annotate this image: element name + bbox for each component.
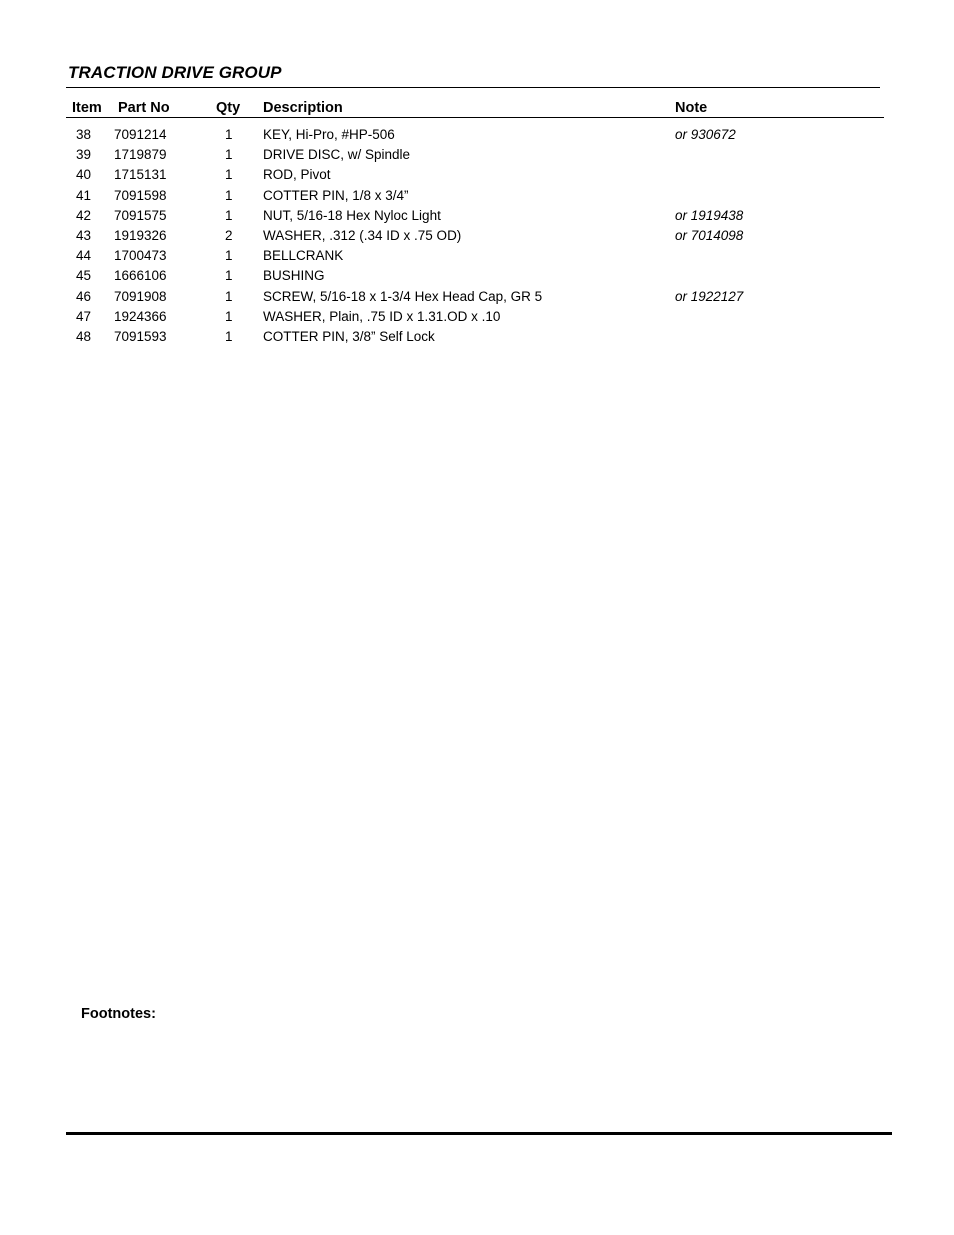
cell-item: 48 <box>76 328 92 344</box>
cell-part-no: 7091575 <box>114 207 167 223</box>
cell-qty: 2 <box>225 227 233 243</box>
cell-qty: 1 <box>225 147 233 163</box>
cell-description: BELLCRANK <box>263 248 344 264</box>
cell-qty: 1 <box>225 248 233 264</box>
cell-description: ROD, Pivot <box>263 167 331 183</box>
header-divider <box>66 117 884 118</box>
cell-qty: 1 <box>225 167 233 183</box>
cell-note: or 1919438 <box>675 207 744 223</box>
cell-part-no: 1700473 <box>114 248 167 264</box>
table-row <box>0 208 954 228</box>
cell-qty: 1 <box>225 288 233 304</box>
table-row <box>0 147 954 167</box>
cell-qty: 1 <box>225 127 233 142</box>
table-row <box>0 248 954 268</box>
table-row <box>0 167 954 187</box>
cell-part-no: 7091598 <box>114 187 167 203</box>
cell-description: KEY, Hi-Pro, #HP-506 <box>263 127 395 142</box>
table-row <box>0 268 954 288</box>
cell-description: BUSHING <box>263 268 325 284</box>
cell-note: or 930672 <box>675 127 736 142</box>
cell-qty: 1 <box>225 268 233 284</box>
cell-description: COTTER PIN, 1/8 x 3/4” <box>263 187 409 203</box>
bottom-divider <box>66 1132 892 1135</box>
table-row <box>0 188 954 208</box>
table-row <box>0 289 954 309</box>
cell-item: 43 <box>76 227 92 243</box>
cell-description: COTTER PIN, 3/8” Self Lock <box>263 328 435 344</box>
cell-description: WASHER, .312 (.34 ID x .75 OD) <box>263 227 462 243</box>
parts-table-body <box>0 127 954 349</box>
table-row <box>0 228 954 248</box>
cell-item: 45 <box>76 268 92 284</box>
cell-qty: 1 <box>225 187 233 203</box>
table-header <box>0 100 954 118</box>
cell-qty: 1 <box>225 308 233 324</box>
cell-description: SCREW, 5/16-18 x 1-3/4 Hex Head Cap, GR 5 <box>263 288 543 304</box>
header-item: Item <box>72 100 102 116</box>
header-part-no: Part No <box>118 100 170 116</box>
cell-part-no: 1919326 <box>114 227 167 243</box>
header-qty: Qty <box>216 100 241 116</box>
cell-item: 47 <box>76 308 92 324</box>
cell-item: 38 <box>76 127 92 142</box>
table-row <box>0 309 954 329</box>
footnotes-label: Footnotes: <box>81 1006 156 1022</box>
cell-item: 42 <box>76 207 92 223</box>
cell-qty: 1 <box>225 328 233 344</box>
cell-item: 44 <box>76 248 92 264</box>
page-title: TRACTION DRIVE GROUP <box>68 63 282 82</box>
table-row <box>0 127 954 147</box>
cell-part-no: 1924366 <box>114 308 167 324</box>
title-divider <box>66 87 880 88</box>
cell-part-no: 7091214 <box>114 127 167 142</box>
cell-item: 39 <box>76 147 92 163</box>
cell-description: WASHER, Plain, .75 ID x 1.31.OD x .10 <box>263 308 501 324</box>
cell-part-no: 1719879 <box>114 147 167 163</box>
cell-description: NUT, 5/16-18 Hex Nyloc Light <box>263 207 441 223</box>
cell-part-no: 1666106 <box>114 268 167 284</box>
cell-item: 46 <box>76 288 92 304</box>
cell-description: DRIVE DISC, w/ Spindle <box>263 147 411 163</box>
cell-note: or 1922127 <box>675 288 744 304</box>
cell-note: or 7014098 <box>675 227 744 243</box>
cell-item: 40 <box>76 167 92 183</box>
cell-part-no: 1715131 <box>114 167 167 183</box>
cell-qty: 1 <box>225 207 233 223</box>
header-note: Note <box>675 100 708 116</box>
cell-part-no: 7091593 <box>114 328 167 344</box>
cell-item: 41 <box>76 187 92 203</box>
table-row <box>0 329 954 349</box>
cell-part-no: 7091908 <box>114 288 167 304</box>
header-description: Description <box>263 100 343 116</box>
